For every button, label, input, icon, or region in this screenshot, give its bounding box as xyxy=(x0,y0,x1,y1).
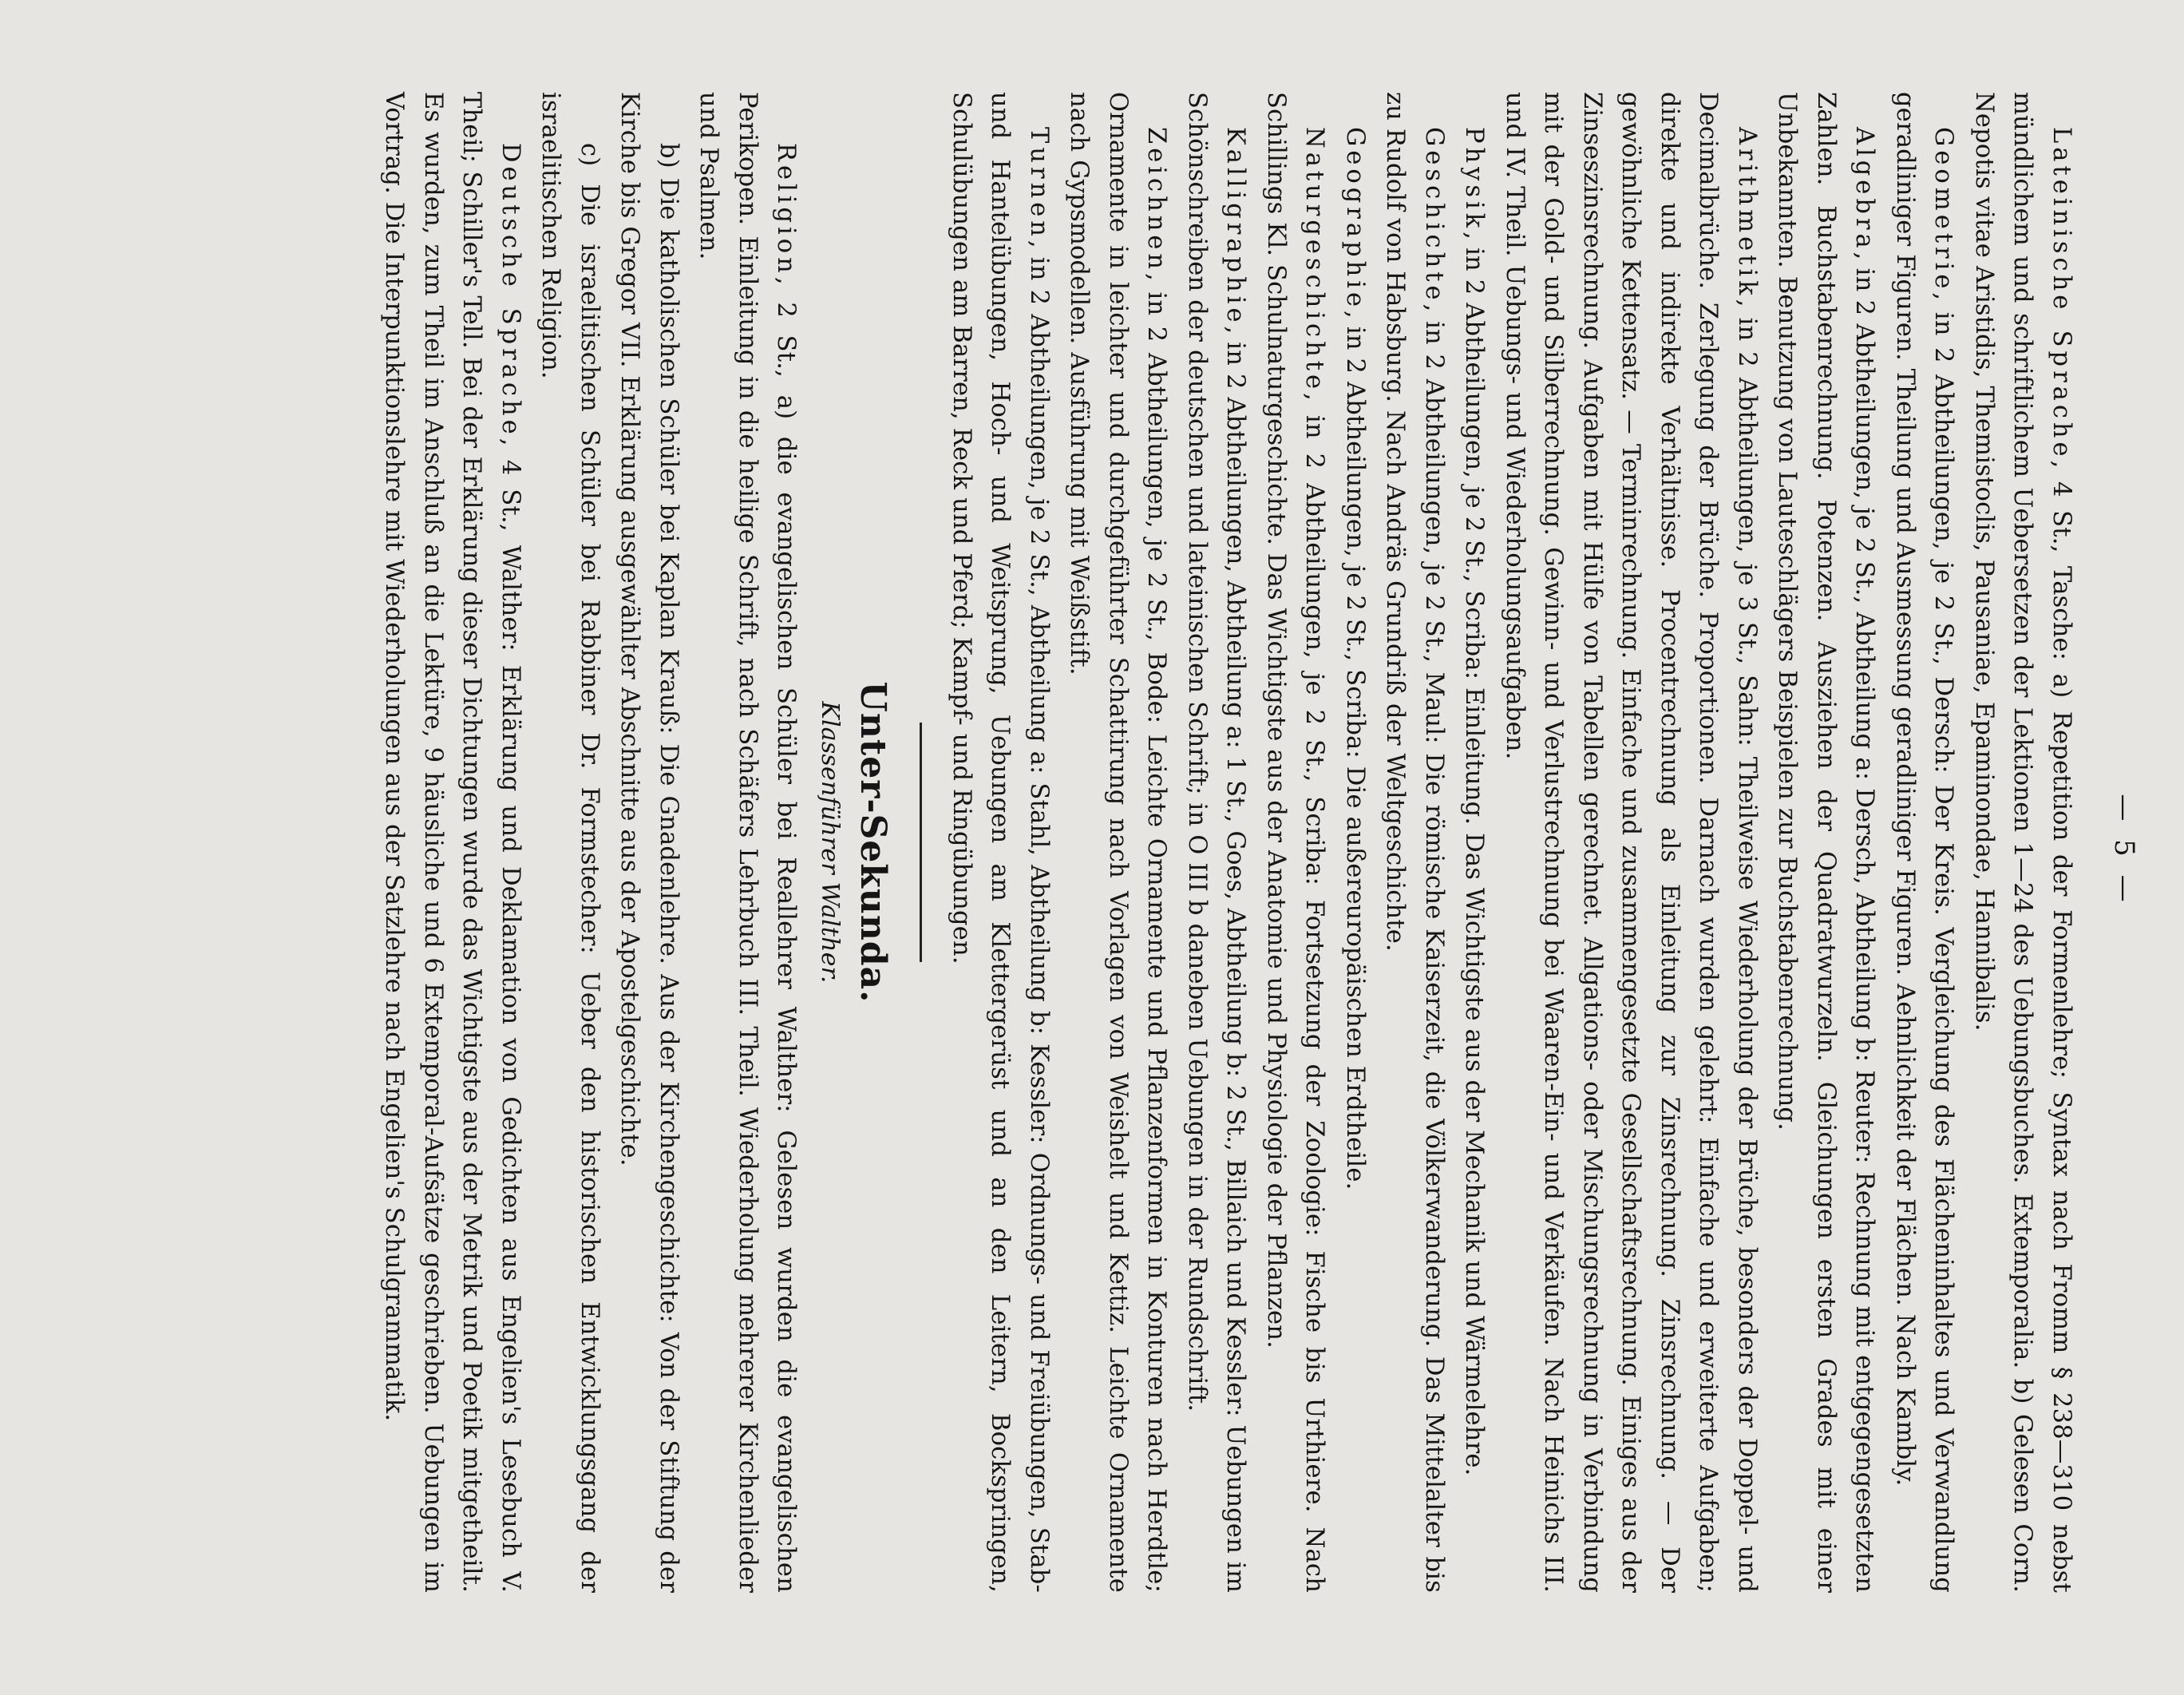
paragraph-physics xyxy=(1454,92,1494,1593)
paragraph-religion-catholic xyxy=(610,92,687,1593)
paragraph-natural-history xyxy=(1256,92,1334,1593)
paragraph-calligraphy xyxy=(1177,92,1255,1593)
paragraph-arithmetic xyxy=(1495,92,1767,1593)
subject-arithmetic: Arithmetik xyxy=(1733,127,1761,299)
paragraph-gymnastics xyxy=(942,92,1058,1593)
paragraph-history xyxy=(1375,92,1453,1593)
subject-physics: Physik xyxy=(1460,127,1489,232)
paragraph-geography xyxy=(1335,92,1375,1593)
text-natural-history: , in 2 Abtheilungen, je 2 St., Scriba: Fortsetzung der Zoologie: Fische bis Urthiere. Nach Schillings Kl. Schulnaturgeschichte. Das Wichtigste aus der Anatomie und Physiologie der Pflanzen. xyxy=(1262,92,1329,1593)
subject-history: Geschichte xyxy=(1420,127,1448,304)
text-drawing: , in 2 Abtheilungen, je 2 St., Bode: Leichte Ornamente und Pflanzenformen in Konturen nach Herdtle; Ornamente in leichter und durchgeführter Schattirung nach Vorlagen von Weishelt und Kettiz. Leichte Ornamente nach Gypsmodellen. Ausführung mit Weißstift. xyxy=(1065,92,1171,1593)
subject-geography: Geographie xyxy=(1341,127,1369,311)
page-body xyxy=(373,92,2080,1593)
paragraph-latin xyxy=(1964,92,2081,1593)
subject-german: Deutsche Sprache xyxy=(497,143,524,438)
paragraph-drawing xyxy=(1059,92,1176,1593)
subject-calligraphy: Kalligraphie xyxy=(1221,127,1250,327)
rotated-page-content xyxy=(0,36,2184,1665)
paragraph-german xyxy=(374,92,529,1593)
section-title: Unter-Sekunda. xyxy=(853,681,894,1004)
subject-religion: Religion xyxy=(772,143,801,277)
text-latin: , 4 St., Tasche: a) Repetition der Formenlehre; Syntax nach Fromm § 238—310 nebst mündlichem und schriftlichem Uebersetzen der Lektionen 1—24 des Uebungsbuches. Extemporalia. b) Gelesen Corn. Nepotis vitae Aristidis, Themistoclis, Pausaniae, Epaminondae, Hannibalis. xyxy=(1970,92,2075,1593)
text-german: , 4 St., Walther: Erklärung und Deklamation von Gedichten aus Engelien's Lesebuch V. Theil; Schiller's Tell. Bei der Erklärung dieser Dichtungen wurde das Wichtigste aus der Metrik und Poetik mitgetheilt. Es wurden, zum Theil im Anschluß an die Lektüre, 9 häusliche und 6 Extemporal-Aufsätze geschrieben. Uebungen im Vortrag. Die Interpunktionslehre mit Wiederholungen aus der Satzlehre nach Engelien's Schulgrammatik. xyxy=(380,92,524,1594)
subject-drawing: Zeichnen xyxy=(1142,127,1171,274)
paragraph-religion xyxy=(689,92,805,1593)
section-divider xyxy=(920,723,923,962)
text-algebra: , in 2 Abtheilungen, je 2 St., Abtheilung a: Dersch, Abtheilung b: Reuter: Rechnung mit entgegengesetzten Zahlen. Buchstabenrechnung. Potenzen. Ausziehen der Quadratwurzeln. Gleichungen ersten Grades mit einer Unbekannten. Benutzung von Lauteschlägers Beispielen zur Buchstabenrechnung. xyxy=(1773,92,1879,1593)
section-subtitle: Klassenführer Walther. xyxy=(816,701,845,984)
subject-latin: Lateinische Sprache xyxy=(2048,127,2075,461)
paragraph-religion-israelite xyxy=(531,92,608,1593)
paragraph-geometry xyxy=(1885,92,1963,1593)
subject-geometry: Geometrie xyxy=(1929,127,1958,293)
text-religion: , 2 St., a) die evangelischen Schüler bei Reallehrer Walther: Gelesen wurden die evangelischen Perikopen. Einleitung in die heilige Schrift, nach Schäfers Lehrbuch III. Theil. Wiederholung mehrerer Kirchenlieder und Psalmen. xyxy=(694,92,801,1593)
text-calligraphy: , in 2 Abtheilungen, Abtheilung a: 1 St., Goes, Abtheilung b: 2 St., Billaich und Kessler: Uebungen im Schönschreiben der deutschen und lateinischen Schrift; in O III b daneben Uebungen in der Rundschrift. xyxy=(1183,92,1250,1593)
text-arithmetic: , in 2 Abtheilungen, je 3 St., Sahn: Theilweise Wiederholung der Brüche, besonders der Doppel- und Decimalbrüche. Zerlegung der Brüche. Proportionen. Darnach wurden gelehrt: Einfache und erweiterte Aufgaben; direkte und indirekte Verhältnisse. Procentrechnung als Einleitung zur Zinsrechnung. Zinsrechnung. — Der gewöhnliche Kettensatz. — Terminrechnung. Einfache und zusammengesetzte Gesellschaftsrechnung. Einiges aus der Zinseszinsrechnung. Aufgaben mit Hülfe von Tabellen gerechnet. Allgations- oder Mischungsrechnung in Verbindung mit der Gold- und Silberrechnung. Gewinn- und Verlustrechnung bei Waaren-Ein- und Verkäufen. Nach Heinichs III. und IV. Theil. Uebungs- und Wiederholungsaufgaben. xyxy=(1501,92,1761,1593)
subject-natural-history: Naturgeschichte xyxy=(1300,127,1329,394)
subject-algebra: Algebra xyxy=(1850,127,1879,252)
text-history: , in 2 Abtheilungen, je 2 St., Maul: Die römische Kaiserzeit, die Völkerwanderung. Das Mittelalter bis zu Rudolf von Habsburg. Nach Andräs Grundriß der Weltgeschichte. xyxy=(1381,92,1448,1593)
text-religion-israelite: c) Die israelitischen Schüler bei Rabbiner Dr. Formstecher: Ueber den historischen Entwicklungsgang der israelitischen Religion. xyxy=(536,92,603,1593)
page-number: — 5 — xyxy=(2108,794,2140,907)
text-physics: , in 2 Abtheilungen, je 2 St., Scriba: Einleitung. Das Wichtigste aus der Mechanik und Wärmelehre. xyxy=(1460,232,1489,1476)
text-geography: , in 2 Abtheilungen, je 2 St., Scriba: Die außereuropäischen Erdtheile. xyxy=(1341,311,1369,1190)
text-religion-catholic: b) Die katholischen Schüler bei Kaplan Krauß: Die Gnadenlehre. Aus der Kirchengeschichte: Von der Stiftung der Kirche bis Gregor VII. Erklärung ausgewählter Abschnitte aus der Apostelgeschichte. xyxy=(615,92,682,1593)
text-geometry: , in 2 Abtheilungen, je 2 St., Dersch: Der Kreis. Vergleichung des Flächeninhaltes und Verwandlung geradliniger Figuren. Theilung und Ausmessung geradliniger Figuren. Aehnlichkeit der Flächen. Nach Kambly. xyxy=(1891,92,1958,1593)
text-gymnastics: , in 2 Abtheilungen, je 2 St., Abtheilung a: Stahl, Abtheilung b: Kessler: Ordnungs- und Freiübungen, Stab- und Hantelübungen, Hoch- und Weitsprung, Uebungen am Klettergerüst und an den Leitern, Bockspringen, Schulübungen am Barren, Reck und Pferd; Kampf- und Ringübungen. xyxy=(948,92,1053,1593)
paragraph-algebra xyxy=(1767,92,1884,1593)
subject-gymnastics: Turnen xyxy=(1025,127,1053,240)
